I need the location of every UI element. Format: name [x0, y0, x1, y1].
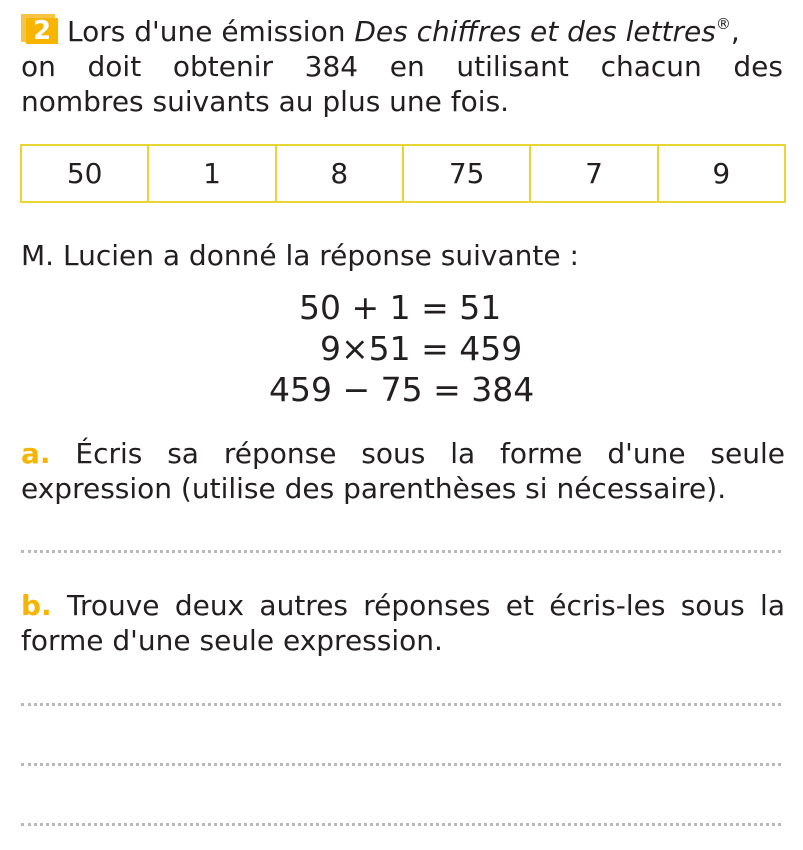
answer-line-b-2[interactable]: [21, 763, 781, 766]
number-cell: 75: [403, 145, 530, 202]
calculation-step-3: 459 − 75 = 384: [269, 370, 535, 409]
calculation-step-1: 50 + 1 = 51: [299, 288, 502, 327]
number-cell: 1: [148, 145, 275, 202]
question-b-text: Trouve deux autres réponses et écris-les sous la forme d'une seule expression.: [21, 589, 785, 657]
question-b: [21, 588, 785, 658]
calculation-step-2: 9×51 = 459: [320, 329, 523, 368]
question-a: [21, 436, 785, 506]
answer-line-b-3[interactable]: [21, 823, 781, 826]
intro-comma: ,: [730, 15, 740, 48]
question-b-label: b.: [21, 589, 52, 622]
question-a-text: Écris sa réponse sous la forme d'une seule expression (utilise des parenthèses si nécessaire).: [21, 437, 785, 505]
number-cell: 50: [21, 145, 148, 202]
exercise-number-badge: [21, 14, 59, 44]
show-title: Des chiffres et des lettres: [354, 15, 716, 48]
intro-line-2: on doit obtenir 384 en utilisant chacun des: [21, 50, 783, 83]
intro-line-3: nombres suivants au plus une fois.: [21, 85, 510, 118]
intro-text-start: Lors d'une émission: [67, 15, 355, 48]
lucien-statement: M. Lucien a donné la réponse suivante :: [21, 239, 579, 272]
exercise-intro: [21, 14, 783, 119]
number-cell: 7: [530, 145, 657, 202]
registered-mark: ®: [715, 15, 731, 33]
answer-line-a[interactable]: [21, 550, 781, 553]
numbers-row: [21, 145, 785, 202]
question-a-label: a.: [21, 437, 51, 470]
numbers-table: [20, 144, 786, 203]
exercise-number: 2: [26, 18, 58, 44]
number-cell: 9: [658, 145, 785, 202]
number-cell: 8: [276, 145, 403, 202]
answer-line-b-1[interactable]: [21, 703, 781, 706]
